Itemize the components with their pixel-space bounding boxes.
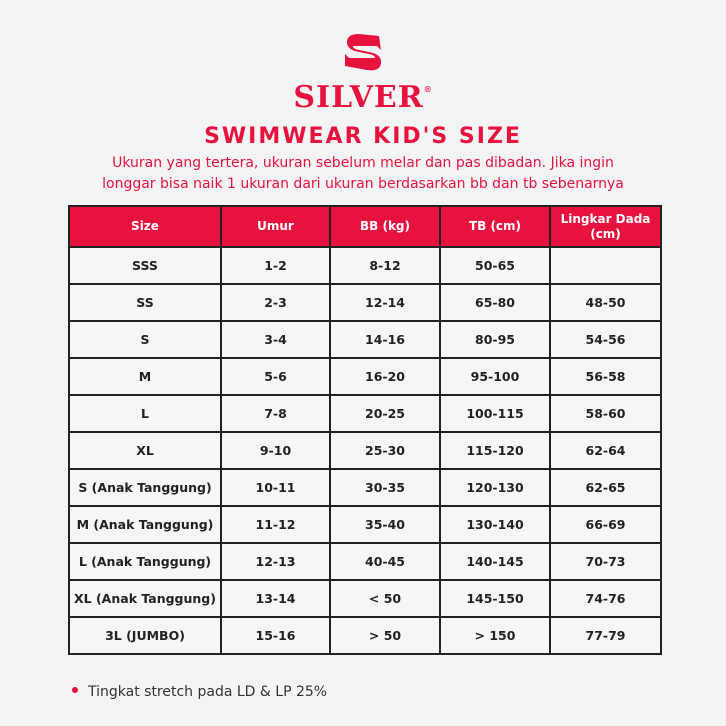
cell-umur: 2-3 <box>221 284 330 321</box>
cell-umur: 11-12 <box>221 506 330 543</box>
cell-umur: 9-10 <box>221 432 330 469</box>
cell-lingkar-dada <box>550 247 661 284</box>
cell-lingkar-dada: 70-73 <box>550 543 661 580</box>
cell-tb: 50-65 <box>440 247 550 284</box>
cell-bb: > 50 <box>330 617 440 654</box>
cell-tb: 95-100 <box>440 358 550 395</box>
cell-bb: 12-14 <box>330 284 440 321</box>
cell-lingkar-dada: 66-69 <box>550 506 661 543</box>
header-umur: Umur <box>221 206 330 247</box>
cell-lingkar-dada: 77-79 <box>550 617 661 654</box>
table-row <box>69 469 661 506</box>
cell-size: SSS <box>69 247 221 284</box>
cell-umur: 10-11 <box>221 469 330 506</box>
cell-bb: 25-30 <box>330 432 440 469</box>
registered-mark: ® <box>423 84 433 94</box>
header-bb: BB (kg) <box>330 206 440 247</box>
cell-bb: < 50 <box>330 580 440 617</box>
cell-tb: 115-120 <box>440 432 550 469</box>
table-row <box>69 543 661 580</box>
cell-size: XL <box>69 432 221 469</box>
header-lingkar-dada: Lingkar Dada (cm) <box>550 206 661 247</box>
stretch-note-text: Tingkat stretch pada LD & LP 25% <box>88 684 328 700</box>
cell-umur: 12-13 <box>221 543 330 580</box>
cell-bb: 16-20 <box>330 358 440 395</box>
cell-umur: 7-8 <box>221 395 330 432</box>
cell-umur: 5-6 <box>221 358 330 395</box>
cell-tb: 140-145 <box>440 543 550 580</box>
subtitle <box>60 153 666 195</box>
cell-lingkar-dada: 62-65 <box>550 469 661 506</box>
stretch-note <box>72 684 327 700</box>
cell-bb: 8-12 <box>330 247 440 284</box>
cell-size: S <box>69 321 221 358</box>
subtitle-line-2: longgar bisa naik 1 ukuran dari ukuran berdasarkan bb dan tb sebenarnya <box>102 176 624 192</box>
table-row <box>69 432 661 469</box>
header-size: Size <box>69 206 221 247</box>
table-row <box>69 580 661 617</box>
cell-bb: 40-45 <box>330 543 440 580</box>
brand-logo <box>0 30 726 76</box>
cell-lingkar-dada: 48-50 <box>550 284 661 321</box>
cell-tb: 65-80 <box>440 284 550 321</box>
cell-lingkar-dada: 58-60 <box>550 395 661 432</box>
table-row <box>69 358 661 395</box>
cell-size: L (Anak Tanggung) <box>69 543 221 580</box>
cell-size: S (Anak Tanggung) <box>69 469 221 506</box>
cell-bb: 35-40 <box>330 506 440 543</box>
cell-bb: 20-25 <box>330 395 440 432</box>
cell-tb: 80-95 <box>440 321 550 358</box>
cell-umur: 1-2 <box>221 247 330 284</box>
cell-bb: 14-16 <box>330 321 440 358</box>
cell-bb: 30-35 <box>330 469 440 506</box>
brand-name-text: SILVER <box>293 80 424 115</box>
cell-lingkar-dada: 74-76 <box>550 580 661 617</box>
cell-lingkar-dada: 62-64 <box>550 432 661 469</box>
cell-umur: 13-14 <box>221 580 330 617</box>
table-row <box>69 506 661 543</box>
cell-size: SS <box>69 284 221 321</box>
size-chart-table <box>68 205 662 655</box>
stylized-s-logo-icon <box>339 30 387 76</box>
table-header-row <box>69 206 661 247</box>
cell-size: XL (Anak Tanggung) <box>69 580 221 617</box>
page-title: SWIMWEAR KID'S SIZE <box>204 124 522 149</box>
cell-size: M (Anak Tanggung) <box>69 506 221 543</box>
cell-size: M <box>69 358 221 395</box>
cell-tb: 130-140 <box>440 506 550 543</box>
cell-tb: 120-130 <box>440 469 550 506</box>
table-row <box>69 395 661 432</box>
table-row <box>69 247 661 284</box>
subtitle-line-1: Ukuran yang tertera, ukuran sebelum melar dan pas dibadan. Jika ingin <box>112 155 614 171</box>
table-row <box>69 321 661 358</box>
cell-umur: 3-4 <box>221 321 330 358</box>
brand-name <box>0 80 726 115</box>
cell-size: 3L (JUMBO) <box>69 617 221 654</box>
bullet-icon <box>72 687 78 693</box>
cell-lingkar-dada: 56-58 <box>550 358 661 395</box>
cell-lingkar-dada: 54-56 <box>550 321 661 358</box>
cell-size: L <box>69 395 221 432</box>
table-row <box>69 284 661 321</box>
cell-tb: > 150 <box>440 617 550 654</box>
table-row <box>69 617 661 654</box>
cell-tb: 145-150 <box>440 580 550 617</box>
cell-umur: 15-16 <box>221 617 330 654</box>
header-tb: TB (cm) <box>440 206 550 247</box>
cell-tb: 100-115 <box>440 395 550 432</box>
